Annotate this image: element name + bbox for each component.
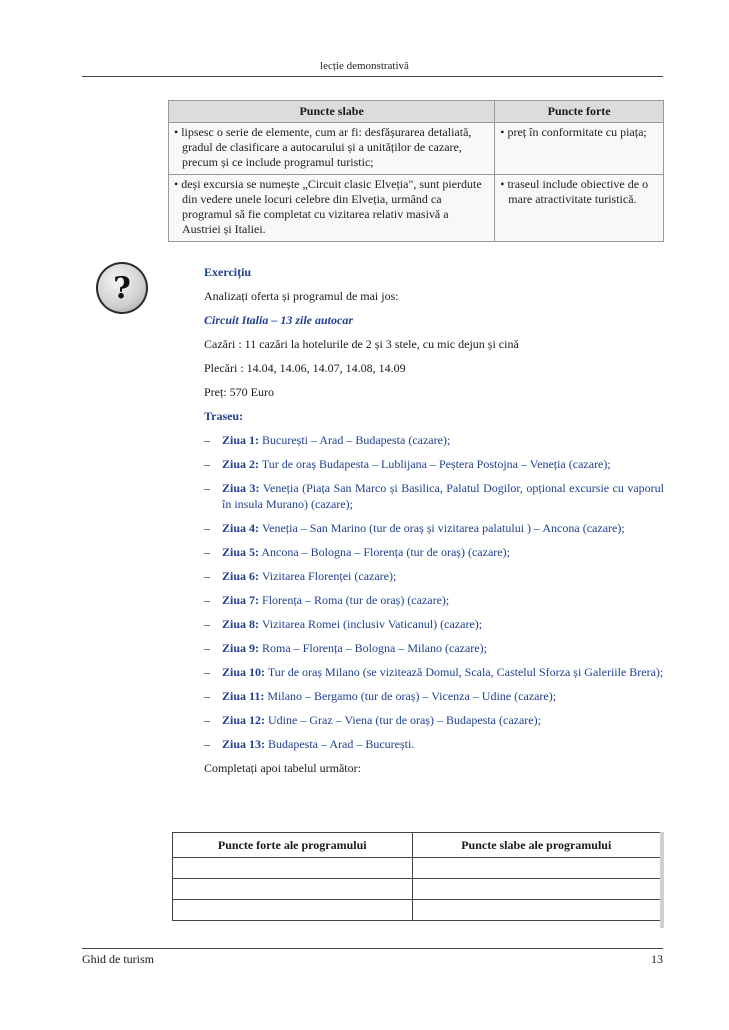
program-evaluation-table (172, 832, 661, 921)
itinerary-day (204, 616, 664, 632)
column-header-weaknesses: Puncte slabe (169, 101, 495, 123)
itinerary-day (204, 432, 664, 448)
empty-cell (173, 879, 413, 900)
dash-marker: – (204, 689, 210, 703)
day-label: Ziua 2: (222, 457, 260, 471)
day-label: Ziua 1: (222, 433, 260, 447)
empty-cell (173, 900, 413, 921)
itinerary-day (204, 592, 664, 608)
day-description: Milano – Bergamo (tur de oraș) – Vicenza – Udine (cazare); (267, 689, 557, 703)
page-number: 13 (651, 952, 663, 966)
itinerary-day (204, 640, 664, 656)
day-description: Tur de oraș Budapesta – Lublijana – Peștera Postojna – Veneția (cazare); (261, 457, 611, 471)
day-label: Ziua 4: (222, 521, 260, 535)
strength-text: • traseul include obiective de o mare atractivitate turistică. (500, 177, 649, 206)
day-description: Udine – Graz – Viena (tur de oraș) – Budapesta (cazare); (268, 713, 541, 727)
table-cell-weakness (169, 175, 495, 242)
itinerary-day (204, 688, 664, 704)
itinerary-day (204, 544, 664, 560)
exercise-title: Exercițiu (204, 265, 252, 279)
itinerary-day (204, 456, 664, 472)
route-label: Traseu: (204, 409, 244, 423)
dash-marker: – (204, 545, 210, 559)
itinerary-day (204, 664, 664, 680)
dash-marker: – (204, 713, 210, 727)
table-row (173, 879, 661, 900)
question-icon (96, 262, 148, 314)
day-label: Ziua 3: (222, 481, 260, 495)
day-label: Ziua 12: (222, 713, 266, 727)
question-mark: ? (98, 264, 146, 312)
weakness-text: • lipsesc o serie de elemente, cum ar fi: desfășurarea detaliată, gradul de clasificare a autocarului și a unităților de cazare, precum și ce include programul turistic; (174, 125, 472, 169)
offer-departures: Plecări : 14.04, 14.06, 14.07, 14.08, 14.09 (204, 361, 406, 375)
dash-marker: – (204, 617, 210, 631)
empty-cell (412, 900, 661, 921)
dash-marker: – (204, 481, 210, 495)
header-divider (82, 76, 663, 77)
itinerary-day (204, 568, 664, 584)
exercise-instruction: Analizați oferta și programul de mai jos: (204, 289, 399, 303)
closing-instruction: Completați apoi tabelul următor: (204, 761, 361, 775)
table-row (173, 858, 661, 879)
itinerary-day (204, 520, 664, 536)
day-label: Ziua 9: (222, 641, 260, 655)
offer-price: Preț: 570 Euro (204, 385, 274, 399)
empty-cell (412, 858, 661, 879)
empty-cell (173, 858, 413, 879)
offer-title: Circuit Italia – 13 zile autocar (204, 313, 354, 327)
itinerary-day (204, 712, 664, 728)
table-row (169, 175, 664, 242)
table-cell-weakness (169, 123, 495, 175)
column-header-strengths: Puncte forte (495, 101, 664, 123)
day-description: Vizitarea Florenței (cazare); (261, 569, 397, 583)
day-label: Ziua 7: (222, 593, 260, 607)
table-shadow (660, 832, 664, 928)
table-cell-strength (495, 123, 664, 175)
day-description: Roma – Florența – Bologna – Milano (cazare); (262, 641, 487, 655)
day-label: Ziua 6: (222, 569, 260, 583)
strength-text: • preț în conformitate cu piața; (500, 125, 647, 139)
itinerary-day (204, 480, 664, 512)
dash-marker: – (204, 593, 210, 607)
page-header-title: lecție demonstrativă (320, 60, 409, 72)
day-label: Ziua 5: (222, 545, 260, 559)
day-description: Veneția (Piața San Marco și Basilica, Palatul Dogilor, opțional excursie cu vaporul în insula Murano) (cazare); (222, 481, 664, 511)
table-row (173, 900, 661, 921)
column-header-program-weaknesses: Puncte slabe ale programului (412, 833, 661, 858)
dash-marker: – (204, 665, 210, 679)
weakness-text: • deși excursia se numește „Circuit clasic Elveția", sunt pierdute din vedere unele locuri celebre din Elveția, urmând ca programul să fie completat cu vizitarea relativ masivă a Austriei și Italiei. (174, 177, 482, 236)
day-description: Vizitarea Romei (inclusiv Vaticanul) (cazare); (261, 617, 483, 631)
day-description: București – Arad – Budapesta (cazare); (262, 433, 451, 447)
exercise-section (204, 264, 664, 784)
day-label: Ziua 10: (222, 665, 266, 679)
dash-marker: – (204, 641, 210, 655)
table-header-row (169, 101, 664, 123)
table-cell-strength (495, 175, 664, 242)
dash-marker: – (204, 433, 210, 447)
table-row (169, 123, 664, 175)
offer-accommodation: Cazări : 11 cazări la hotelurile de 2 și 3 stele, cu mic dejun și cină (204, 337, 519, 351)
day-description: Tur de oraș Milano (se vizitează Domul, Scala, Castelul Sforza și Galeriile Brera); (267, 665, 664, 679)
itinerary-list (204, 432, 664, 752)
day-label: Ziua 8: (222, 617, 260, 631)
strengths-weaknesses-table (168, 100, 664, 242)
dash-marker: – (204, 457, 210, 471)
footer-divider (82, 948, 663, 949)
day-description: Veneția – San Marino (tur de oraș și vizitarea palatului ) – Ancona (cazare); (261, 521, 625, 535)
dash-marker: – (204, 521, 210, 535)
itinerary-day (204, 736, 664, 752)
dash-marker: – (204, 737, 210, 751)
footer-book-title: Ghid de turism (82, 952, 154, 966)
day-description: Florența – Roma (tur de oraș) (cazare); (262, 593, 450, 607)
day-description: Ancona – Bologna – Florența (tur de oraș) (cazare); (261, 545, 510, 559)
day-label: Ziua 13: (222, 737, 266, 751)
day-description: Budapesta – Arad – București. (268, 737, 415, 751)
table-header-row (173, 833, 661, 858)
empty-cell (412, 879, 661, 900)
column-header-program-strengths: Puncte forte ale programului (173, 833, 413, 858)
dash-marker: – (204, 569, 210, 583)
day-label: Ziua 11: (222, 689, 265, 703)
